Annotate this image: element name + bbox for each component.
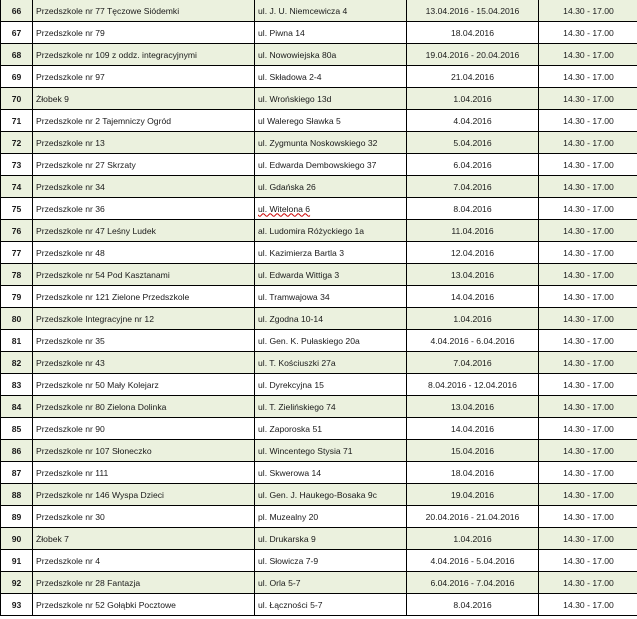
table-row: [1, 440, 637, 462]
visit-hours: 14.30 - 17.00: [539, 66, 637, 88]
institution-address: ul. Gen. K. Pułaskiego 20a: [255, 330, 407, 352]
row-number: 82: [1, 352, 33, 374]
table-row: [1, 132, 637, 154]
row-number: 68: [1, 44, 33, 66]
visit-dates: 1.04.2016: [407, 528, 539, 550]
visit-hours: 14.30 - 17.00: [539, 462, 637, 484]
table-row: [1, 484, 637, 506]
visit-dates: 7.04.2016: [407, 352, 539, 374]
institution-name: Przedszkole nr 50 Mały Kolejarz: [33, 374, 255, 396]
table-row: [1, 44, 637, 66]
institution-address-text: ul. Witelona 6: [258, 203, 311, 214]
table-row: [1, 308, 637, 330]
institution-name: Przedszkole nr 2 Tajemniczy Ogród: [33, 110, 255, 132]
visit-dates: 11.04.2016: [407, 220, 539, 242]
institution-name: Przedszkole nr 121 Zielone Przedszkole: [33, 286, 255, 308]
institution-address: ul. Nowowiejska 80a: [255, 44, 407, 66]
visit-dates: 1.04.2016: [407, 88, 539, 110]
row-number: 84: [1, 396, 33, 418]
row-number: 91: [1, 550, 33, 572]
institution-address: ul. Wincentego Stysia 71: [255, 440, 407, 462]
visit-dates: 8.04.2016: [407, 198, 539, 220]
table-row: [1, 220, 637, 242]
table-row: [1, 330, 637, 352]
institution-address: ul. Składowa 2-4: [255, 66, 407, 88]
visit-hours: 14.30 - 17.00: [539, 418, 637, 440]
institution-name: Przedszkole nr 48: [33, 242, 255, 264]
table-row: [1, 352, 637, 374]
institution-name: Przedszkole nr 36: [33, 198, 255, 220]
visit-dates: 7.04.2016: [407, 176, 539, 198]
visit-dates: 18.04.2016: [407, 22, 539, 44]
table-row: [1, 594, 637, 616]
visit-hours: 14.30 - 17.00: [539, 440, 637, 462]
institution-address: ul. Drukarska 9: [255, 528, 407, 550]
row-number: 83: [1, 374, 33, 396]
institution-name: Przedszkole nr 35: [33, 330, 255, 352]
institution-name: Przedszkole nr 34: [33, 176, 255, 198]
institution-name: Przedszkole nr 77 Tęczowe Siódemki: [33, 0, 255, 22]
table-row: [1, 22, 637, 44]
visit-hours: 14.30 - 17.00: [539, 132, 637, 154]
table-row: [1, 0, 637, 22]
visit-hours: 14.30 - 17.00: [539, 528, 637, 550]
institution-address: ul. Gdańska 26: [255, 176, 407, 198]
visit-hours: 14.30 - 17.00: [539, 154, 637, 176]
institution-name: Przedszkole nr 146 Wyspa Dzieci: [33, 484, 255, 506]
institution-name: Przedszkole nr 13: [33, 132, 255, 154]
row-number: 78: [1, 264, 33, 286]
visit-hours: 14.30 - 17.00: [539, 308, 637, 330]
institution-name: Przedszkole nr 27 Skrzaty: [33, 154, 255, 176]
institution-address: al. Ludomira Różyckiego 1a: [255, 220, 407, 242]
row-number: 92: [1, 572, 33, 594]
institution-address: ul. Dyrekcyjna 15: [255, 374, 407, 396]
row-number: 74: [1, 176, 33, 198]
institution-address: ul. T. Kościuszki 27a: [255, 352, 407, 374]
visit-dates: 1.04.2016: [407, 308, 539, 330]
institution-address: ul. J. U. Niemcewicza 4: [255, 0, 407, 22]
visit-hours: 14.30 - 17.00: [539, 286, 637, 308]
visit-hours: 14.30 - 17.00: [539, 264, 637, 286]
table-row: [1, 242, 637, 264]
visit-dates: 8.04.2016: [407, 594, 539, 616]
institution-name: Przedszkole nr 90: [33, 418, 255, 440]
table-row: [1, 154, 637, 176]
institution-name: Przedszkole nr 52 Gołąbki Pocztowe: [33, 594, 255, 616]
visit-hours: 14.30 - 17.00: [539, 242, 637, 264]
visit-dates: 6.04.2016: [407, 154, 539, 176]
institution-name: Przedszkole nr 109 z oddz. integracyjnymi: [33, 44, 255, 66]
institution-name: Przedszkole nr 79: [33, 22, 255, 44]
table-row: [1, 176, 637, 198]
institution-name: Przedszkole nr 80 Zielona Dolinka: [33, 396, 255, 418]
visit-dates: 12.04.2016: [407, 242, 539, 264]
row-number: 87: [1, 462, 33, 484]
institution-address: pl. Muzealny 20: [255, 506, 407, 528]
table-row: [1, 110, 637, 132]
institution-name: Przedszkole nr 47 Leśny Ludek: [33, 220, 255, 242]
institution-address: ul. Łączności 5-7: [255, 594, 407, 616]
table-row: [1, 506, 637, 528]
visit-hours: 14.30 - 17.00: [539, 594, 637, 616]
row-number: 73: [1, 154, 33, 176]
visit-hours: 14.30 - 17.00: [539, 484, 637, 506]
institution-name: Przedszkole nr 4: [33, 550, 255, 572]
row-number: 70: [1, 88, 33, 110]
visit-dates: 4.04.2016 - 5.04.2016: [407, 550, 539, 572]
institution-address: ul. Skwerowa 14: [255, 462, 407, 484]
visit-dates: 20.04.2016 - 21.04.2016: [407, 506, 539, 528]
row-number: 67: [1, 22, 33, 44]
institution-name: Przedszkole nr 30: [33, 506, 255, 528]
table-row: [1, 528, 637, 550]
institution-name: Przedszkole nr 54 Pod Kasztanami: [33, 264, 255, 286]
row-number: 75: [1, 198, 33, 220]
row-number: 85: [1, 418, 33, 440]
visit-hours: 14.30 - 17.00: [539, 176, 637, 198]
institution-address: ul. Zgodna 10-14: [255, 308, 407, 330]
visit-dates: 13.04.2016: [407, 396, 539, 418]
institution-name: Żłobek 7: [33, 528, 255, 550]
institution-address: ul. Edwarda Dembowskiego 37: [255, 154, 407, 176]
visit-hours: 14.30 - 17.00: [539, 374, 637, 396]
table-row: [1, 264, 637, 286]
table-row: [1, 462, 637, 484]
visit-hours: 14.30 - 17.00: [539, 330, 637, 352]
institution-name: Przedszkole nr 107 Słoneczko: [33, 440, 255, 462]
row-number: 89: [1, 506, 33, 528]
table-row: [1, 374, 637, 396]
institution-address: ul. Tramwajowa 34: [255, 286, 407, 308]
institution-address: ul. Wrońskiego 13d: [255, 88, 407, 110]
row-number: 93: [1, 594, 33, 616]
visit-dates: 4.04.2016: [407, 110, 539, 132]
institution-name: Przedszkole nr 97: [33, 66, 255, 88]
row-number: 80: [1, 308, 33, 330]
table-row: [1, 286, 637, 308]
visit-dates: 19.04.2016 - 20.04.2016: [407, 44, 539, 66]
table-row: [1, 396, 637, 418]
institution-address: ul. Zygmunta Noskowskiego 32: [255, 132, 407, 154]
institution-address: ul. T. Zielińskiego 74: [255, 396, 407, 418]
institution-name: Przedszkole nr 28 Fantazja: [33, 572, 255, 594]
institution-name: Przedszkole nr 111: [33, 462, 255, 484]
visit-hours: 14.30 - 17.00: [539, 550, 637, 572]
visit-dates: 13.04.2016 - 15.04.2016: [407, 0, 539, 22]
row-number: 76: [1, 220, 33, 242]
visit-dates: 8.04.2016 - 12.04.2016: [407, 374, 539, 396]
row-number: 81: [1, 330, 33, 352]
visit-hours: 14.30 - 17.00: [539, 352, 637, 374]
table-row: [1, 66, 637, 88]
visit-dates: 6.04.2016 - 7.04.2016: [407, 572, 539, 594]
institution-name: Żłobek 9: [33, 88, 255, 110]
visit-hours: 14.30 - 17.00: [539, 220, 637, 242]
row-number: 86: [1, 440, 33, 462]
visit-dates: 18.04.2016: [407, 462, 539, 484]
visit-hours: 14.30 - 17.00: [539, 22, 637, 44]
table-row: [1, 418, 637, 440]
visit-dates: 14.04.2016: [407, 418, 539, 440]
institution-name: Przedszkole nr 43: [33, 352, 255, 374]
institution-address: ul. Zaporoska 51: [255, 418, 407, 440]
institution-name: Przedszkole Integracyjne nr 12: [33, 308, 255, 330]
visit-hours: 14.30 - 17.00: [539, 572, 637, 594]
visit-hours: 14.30 - 17.00: [539, 198, 637, 220]
table-row: [1, 550, 637, 572]
visit-dates: 13.04.2016: [407, 264, 539, 286]
table-row: [1, 572, 637, 594]
visit-dates: 14.04.2016: [407, 286, 539, 308]
table-row: [1, 88, 637, 110]
institution-address: ul. Gen. J. Haukego-Bosaka 9c: [255, 484, 407, 506]
row-number: 77: [1, 242, 33, 264]
row-number: 72: [1, 132, 33, 154]
row-number: 66: [1, 0, 33, 22]
institution-address: ul. Słowicza 7-9: [255, 550, 407, 572]
visit-hours: 14.30 - 17.00: [539, 396, 637, 418]
row-number: 88: [1, 484, 33, 506]
visit-hours: 14.30 - 17.00: [539, 44, 637, 66]
visit-dates: 21.04.2016: [407, 66, 539, 88]
visit-hours: 14.30 - 17.00: [539, 110, 637, 132]
row-number: 69: [1, 66, 33, 88]
row-number: 90: [1, 528, 33, 550]
schedule-body: [1, 0, 637, 616]
visit-hours: 14.30 - 17.00: [539, 88, 637, 110]
visit-dates: 15.04.2016: [407, 440, 539, 462]
visit-hours: 14.30 - 17.00: [539, 506, 637, 528]
row-number: 79: [1, 286, 33, 308]
institution-address: ul Walerego Sławka 5: [255, 110, 407, 132]
institution-address: ul. Kazimierza Bartla 3: [255, 242, 407, 264]
institution-address: [255, 198, 407, 220]
visit-dates: 5.04.2016: [407, 132, 539, 154]
institution-address: ul. Orla 5-7: [255, 572, 407, 594]
visit-hours: 14.30 - 17.00: [539, 0, 637, 22]
visit-dates: 4.04.2016 - 6.04.2016: [407, 330, 539, 352]
table-row: [1, 198, 637, 220]
row-number: 71: [1, 110, 33, 132]
institution-address: ul. Edwarda Wittiga 3: [255, 264, 407, 286]
institution-address: ul. Piwna 14: [255, 22, 407, 44]
visit-dates: 19.04.2016: [407, 484, 539, 506]
